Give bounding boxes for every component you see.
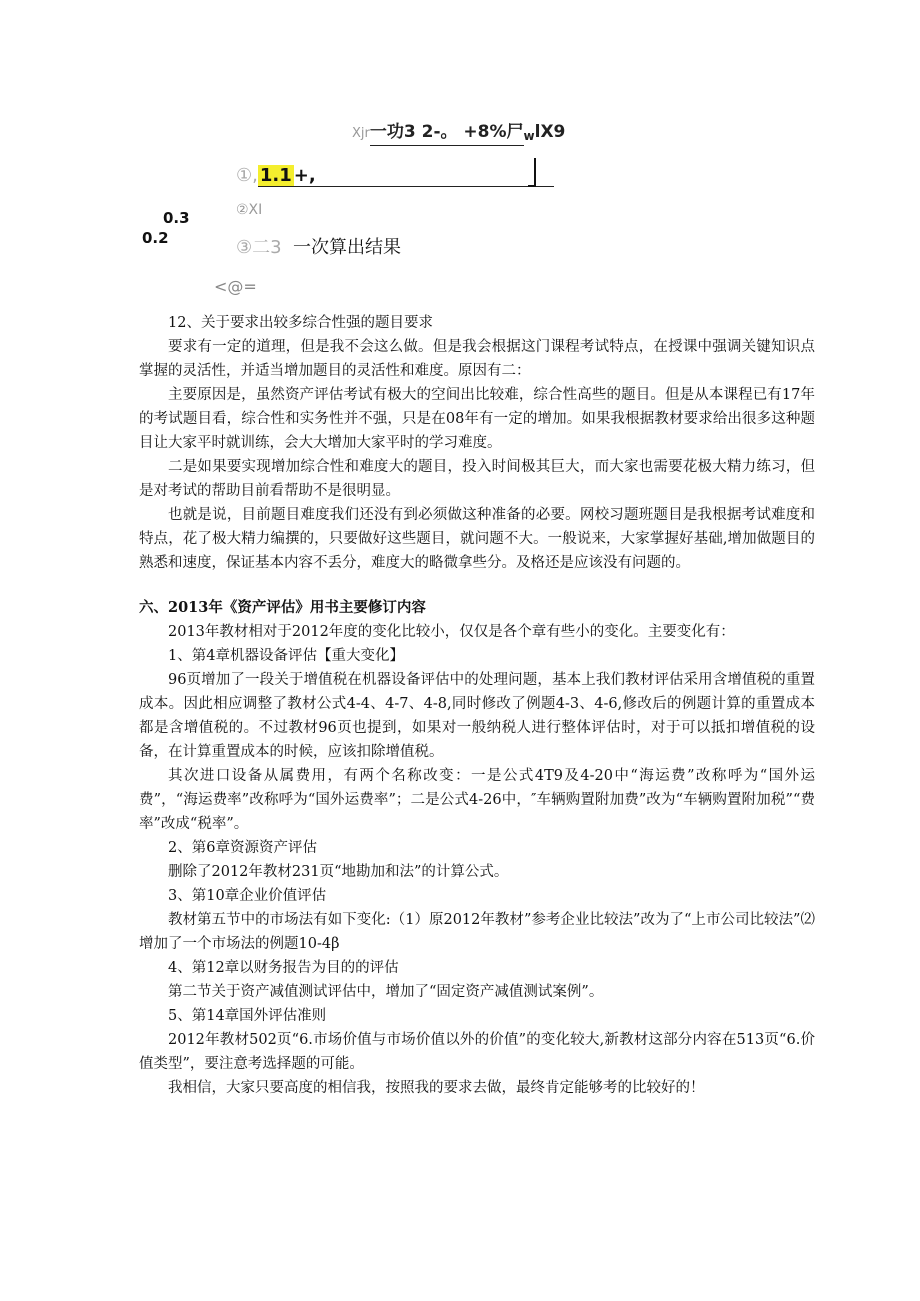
formula-subscript: w	[523, 129, 535, 143]
chapter-2-title: 2、第6章资源资产评估	[168, 840, 317, 856]
formula-line-3: ②XI	[236, 202, 263, 218]
paragraph: 删除了2012年教材231页“地勘加和法”的计算公式。	[168, 864, 509, 880]
side-number-2: 0.2	[142, 229, 169, 247]
symbol-row: <@=	[214, 277, 257, 296]
chapter-3-title: 3、第10章企业价值评估	[168, 888, 327, 904]
formula-line-1	[352, 117, 565, 143]
formula-circle-3: ③二3	[236, 237, 282, 258]
formula-main-text: 一功3 2-。 +8%尸	[370, 122, 524, 146]
formula-line-2	[236, 165, 316, 186]
section-6-heading: 六、2013年《资产评估》用书主要修订内容	[139, 599, 426, 616]
paragraph: 要求有一定的道理，但是我不会这么做。但是我会根据这门课程考试特点，在授课中强调关键知识点掌握的灵活性，并适当增加题目的灵活性和难度。原因有二：	[139, 339, 815, 379]
section-6	[139, 596, 815, 1100]
paragraph: 2013年教材相对于2012年度的变化比较小，仅仅是各个章有些小的变化。主要变化有：	[168, 624, 735, 640]
formula-line-2-rest: +,	[293, 165, 316, 186]
paragraph: 教材第五节中的市场法有如下变化:（1）原2012年教材”参考企业比较法”改为了“上市公司比较法”⑵增加了一个市场法的例题10-4β	[139, 912, 815, 952]
chapter-1-title: 1、第4章机器设备评估【重大变化】	[168, 648, 404, 664]
chapter-4-title: 4、第12章以财务报告为目的的评估	[168, 960, 399, 976]
section-12	[139, 311, 815, 575]
chapter-5-title: 5、第14章国外评估准则	[168, 1008, 327, 1024]
paragraph: 96页增加了一段关于增值税在机器设备评估中的处理问题，基本上我们教材评估采用含增值税的重置成本。因此相应调整了教材公式4-4、4-7、4-8,同时修改了例题4-3、4-6,修改后的例题计算的重置成本都是含增值税的。不过教材96页也提到，如果对一般纳税人进行整体评估时，对于可以抵扣增值税的设备，在计算重置成本的时候，应该扣除增值税。	[139, 672, 815, 760]
paragraph: 第二节关于资产减值测试评估中，增加了“固定资产减值测试案例”。	[168, 984, 604, 1000]
closing-paragraph: 我相信，大家只要高度的相信我，按照我的要求去做，最终肯定能够考的比较好的！	[168, 1080, 705, 1096]
formula-highlight: 1.1	[259, 165, 292, 186]
side-number-1: 0.3	[163, 209, 190, 227]
paragraph: 主要原因是，虽然资产评估考试有极大的空间出比较难，综合性高些的题目。但是从本课程已有17年的考试题目看，综合性和实务性并不强，只是在08年有一定的增加。如果我根据教材要求给出很多这种题目让大家平时就训练，会大大增加大家平时的学习难度。	[139, 387, 815, 451]
formula-underline	[258, 186, 554, 187]
section-12-heading: 12、关于要求出较多综合性强的题目要求	[168, 315, 433, 331]
formula-tail-text: lX9	[534, 122, 566, 142]
formula-circle-1: ①,	[236, 165, 258, 186]
paragraph: 2012年教材502页“6.市场价值与市场价值以外的价值”的变化较大,新教材这部分内容在513页“6.价值类型”，要注意考选择题的可能。	[139, 1032, 815, 1072]
formula-line-4	[236, 233, 401, 259]
paragraph: 其次进口设备从属费用，有两个名称改变：一是公式4T9及4-20中“海运费”改称呼为“国外运费”，“海运费率”改称呼为“国外运费率”；二是公式4-26中，″车辆购置附加费”改为“车辆购置附加税”“费率”改成“税率”。	[139, 768, 815, 832]
paragraph: 二是如果要实现增加综合性和难度大的题目，投入时间极其巨大，而大家也需要花极大精力练习，但是对考试的帮助目前看帮助不是很明显。	[139, 459, 815, 499]
formula-faint-text: Xjr	[352, 126, 370, 141]
formula-bracket	[528, 158, 536, 187]
formula-result-text: 一次算出结果	[293, 237, 402, 258]
paragraph: 也就是说，目前题目难度我们还没有到必须做这种准备的必要。网校习题班题目是我根据考试难度和特点，花了极大精力编撰的，只要做好这些题目，就问题不大。一般说来，大家掌握好基础,增加做题目的熟悉和速度，保证基本内容不丢分，难度大的略微拿些分。及格还是应该没有问题的。	[139, 507, 815, 571]
